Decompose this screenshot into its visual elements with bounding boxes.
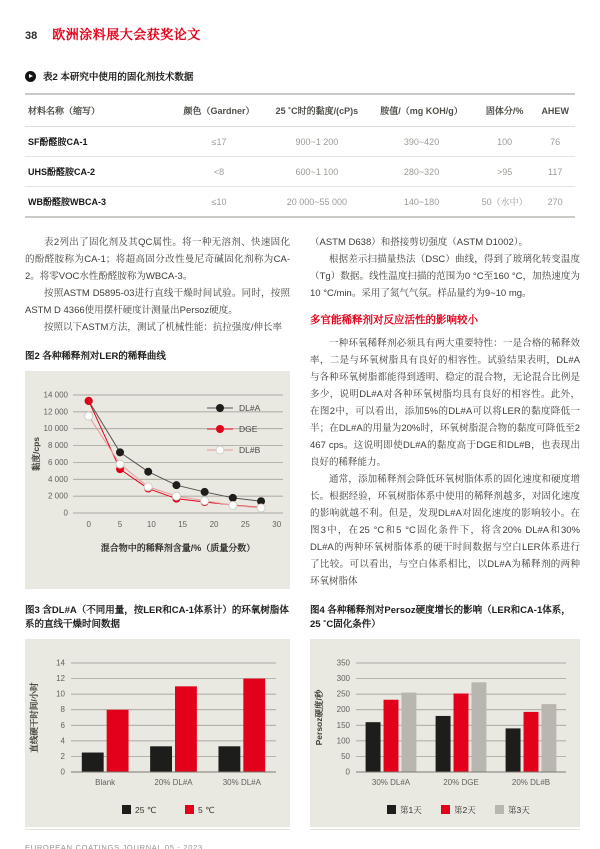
svg-text:150: 150 (336, 720, 350, 730)
svg-text:350: 350 (336, 658, 350, 668)
table-cell: 270 (547, 196, 563, 207)
svg-text:0: 0 (60, 767, 65, 777)
table-cell: 117 (535, 157, 575, 187)
svg-text:DL#B: DL#B (239, 445, 261, 455)
svg-text:第3天: 第3天 (508, 805, 530, 815)
table-caption-row (25, 69, 575, 83)
table-cell: ≤10 (211, 196, 227, 207)
table-cell: 20 000~55 000 (286, 196, 348, 207)
table-cell: >95 (474, 157, 536, 187)
svg-text:4: 4 (60, 736, 65, 746)
svg-text:0: 0 (63, 508, 68, 518)
play-circle-icon (25, 71, 36, 82)
svg-text:15: 15 (178, 520, 188, 529)
svg-text:5: 5 (117, 520, 123, 529)
table-cell: WB酚醛胺WBCA-3 (28, 197, 106, 207)
fig2-line-chart (25, 371, 290, 589)
svg-text:25 ℃: 25 ℃ (135, 805, 157, 815)
svg-text:4 000: 4 000 (47, 474, 68, 484)
svg-text:10 000: 10 000 (43, 424, 68, 434)
svg-text:DGE: DGE (239, 424, 258, 434)
svg-text:第1天: 第1天 (400, 805, 422, 815)
svg-text:0: 0 (345, 767, 350, 777)
svg-text:25: 25 (240, 520, 250, 529)
table-cell: UHS酚醛胺CA-2 (25, 157, 174, 187)
svg-text:8 000: 8 000 (47, 441, 68, 451)
svg-text:6: 6 (60, 720, 65, 730)
svg-text:黏度/cps: 黏度/cps (31, 436, 41, 472)
column-rule (25, 827, 290, 830)
svg-text:6 000: 6 000 (47, 457, 68, 467)
table-cell: 280~320 (369, 157, 474, 187)
svg-text:混合物中的稀释剂含量/%（质量分数）: 混合物中的稀释剂含量/%（质量分数） (100, 543, 256, 553)
fig3-caption: 图3 含DL#A（不同用量，按LER和CA-1体系计）的环氧树脂体系的直线干燥时间数据 (25, 605, 289, 630)
paragraph: 根据差示扫描量热法（DSC）曲线，得到了玻璃化转变温度（Tg）数据。线性温度扫描的范围为0 °C至160 °C，加热速度为10 °C/min。采用了氮气气氛。样品量约为9~10 mg。 (310, 254, 580, 299)
table-cell: SF酚醛胺CA-1 (25, 127, 174, 157)
svg-text:30: 30 (272, 520, 282, 529)
svg-text:14 000: 14 000 (43, 390, 68, 400)
page-number: 38 (25, 30, 38, 42)
svg-text:250: 250 (336, 689, 350, 699)
table-cell: 140~180 (403, 196, 440, 207)
svg-text:20% DGE: 20% DGE (443, 778, 479, 787)
svg-text:14: 14 (56, 658, 65, 668)
table-cell: 900~1 200 (265, 127, 370, 157)
column-rule (310, 827, 580, 830)
table-header-cell: 固体分/% (474, 94, 536, 127)
paragraph: 一种环氧稀释剂必须具有两大重要特性：一是合格的稀释效率，二是与环氧树脂具有良好的相容性。试验结果表明，DL#A与各种环氧树脂都能得到透明、稳定的混合物，无论混合比例是多少，说明DL#A对各种环氧树脂均具有良好的相容性。此外，在图2中，可以看出，添加5%的DL#A可以将LER的黏度降低一半；在DL#A的用量为20%时，环氧树脂混合物的黏度可降低至2 467 cps。这说明即使DL#A的黏度高于DGE和DL#B，也表现出良好的稀释能力。 (310, 338, 580, 468)
paragraph: 按照以下ASTM方法，测试了机械性能：抗拉强度/伸长率 (44, 322, 283, 333)
table-row (25, 157, 575, 187)
svg-text:0: 0 (86, 520, 91, 529)
table-row (25, 187, 575, 218)
table-cell: 100 (474, 127, 536, 157)
svg-text:12 000: 12 000 (43, 407, 68, 417)
svg-text:20: 20 (209, 520, 219, 529)
paragraph: 通常，添加稀释剂会降低环氧树脂体系的固化速度和硬度增长。根据经验，环氧树脂体系中使用的稀释剂越多，对固化速度的影响就越不利。但是，发现DL#A对固化速度的影响较小。在图3中，在25 °C和5 °C固化条件下，将含20% DL#A和30% DL#A的两种环氧树脂体系的硬干时间数据与空白LER体系进行了比较。可以看出，与空白体系相比，以DL#A为稀释剂的两种环氧树脂体 (310, 474, 580, 587)
section-title: 欧洲涂料展大会获奖论文 (52, 27, 201, 42)
table-header-cell: 胺值/（mg KOH/g） (369, 94, 474, 127)
svg-text:50: 50 (341, 751, 350, 761)
page-header (25, 24, 575, 43)
svg-text:DL#A: DL#A (239, 403, 261, 413)
svg-text:第2天: 第2天 (454, 805, 476, 815)
curing-agents-table (25, 93, 575, 218)
fig4-caption: 图4 各种稀释剂对Persoz硬度增长的影响（LER和CA-1体系，25 ˚C固化条件） (310, 605, 571, 630)
triangle-glyph (29, 74, 33, 78)
svg-text:30% DL#A: 30% DL#A (222, 778, 261, 787)
table-cell: 50（水中） (481, 197, 528, 207)
svg-text:5 ℃: 5 ℃ (198, 805, 215, 815)
svg-text:8: 8 (60, 705, 65, 715)
spacer (25, 589, 290, 590)
table-header-cell: AHEW (535, 94, 575, 127)
svg-text:300: 300 (336, 674, 350, 684)
table-cell: 76 (535, 127, 575, 157)
table-cell: 600~1 100 (265, 157, 370, 187)
svg-text:2: 2 (60, 751, 65, 761)
table-header-cell: 颜色（Gardner） (174, 94, 265, 127)
svg-text:直线硬干时间/小时: 直线硬干时间/小时 (29, 682, 39, 753)
table-cell: <8 (174, 157, 265, 187)
fig3-chart-area (25, 639, 290, 827)
svg-text:2 000: 2 000 (47, 491, 68, 501)
table-cell: 390~420 (369, 127, 474, 157)
paragraph: （ASTM D638）和搭接剪切强度（ASTM D1002）。 (310, 237, 529, 248)
fig4-chart-area (310, 639, 580, 827)
paragraph: 表2列出了固化剂及其QC属性。将一种无溶剂、快速固化的酚醛胺称为CA-1；将超高固分改性曼尼奇碱固化剂称为CA-2。将零VOC水性酚醛胺称为WBCA-3。 (25, 237, 290, 282)
fig2-chart-area (25, 371, 290, 589)
svg-text:20% DL#B: 20% DL#B (511, 778, 551, 787)
table-header-cell: 25 ˚C时的黏度/(cP)s (265, 94, 370, 127)
svg-text:20% DL#A: 20% DL#A (154, 778, 193, 787)
left-column (25, 234, 290, 639)
fig4-bar-chart (310, 639, 580, 827)
paragraph: 按照ASTM D5895-03进行直线干燥时间试验。同时，按照ASTM D 4366使用摆杆硬度计测量出Persoz硬度。 (25, 288, 290, 316)
svg-text:Blank: Blank (95, 778, 116, 787)
svg-text:12: 12 (56, 674, 65, 684)
right-column (310, 234, 580, 639)
table-caption: 表2 本研究中使用的固化剂技术数据 (43, 72, 194, 83)
svg-text:10: 10 (146, 520, 156, 529)
journal-footer: EUROPEAN COATINGS JOURNAL 05 - 2023 (25, 843, 203, 849)
svg-text:30% DL#A: 30% DL#A (371, 778, 411, 787)
table-cell: ≤17 (174, 127, 265, 157)
body-columns (25, 234, 580, 830)
table-header-cell: 材料名称（缩写） (25, 94, 174, 127)
svg-text:10: 10 (56, 689, 65, 699)
fig3-bar-chart (25, 639, 290, 827)
svg-text:Persoz硬度/秒: Persoz硬度/秒 (314, 689, 324, 746)
fig2-caption: 图2 各种稀释剂对LER的稀释曲线 (25, 351, 166, 362)
table-row (25, 127, 575, 157)
svg-text:100: 100 (336, 736, 350, 746)
svg-text:200: 200 (336, 705, 350, 715)
table-section (25, 69, 575, 218)
subsection-heading: 多官能稀释剂对反应活性的影响较小 (310, 314, 478, 326)
